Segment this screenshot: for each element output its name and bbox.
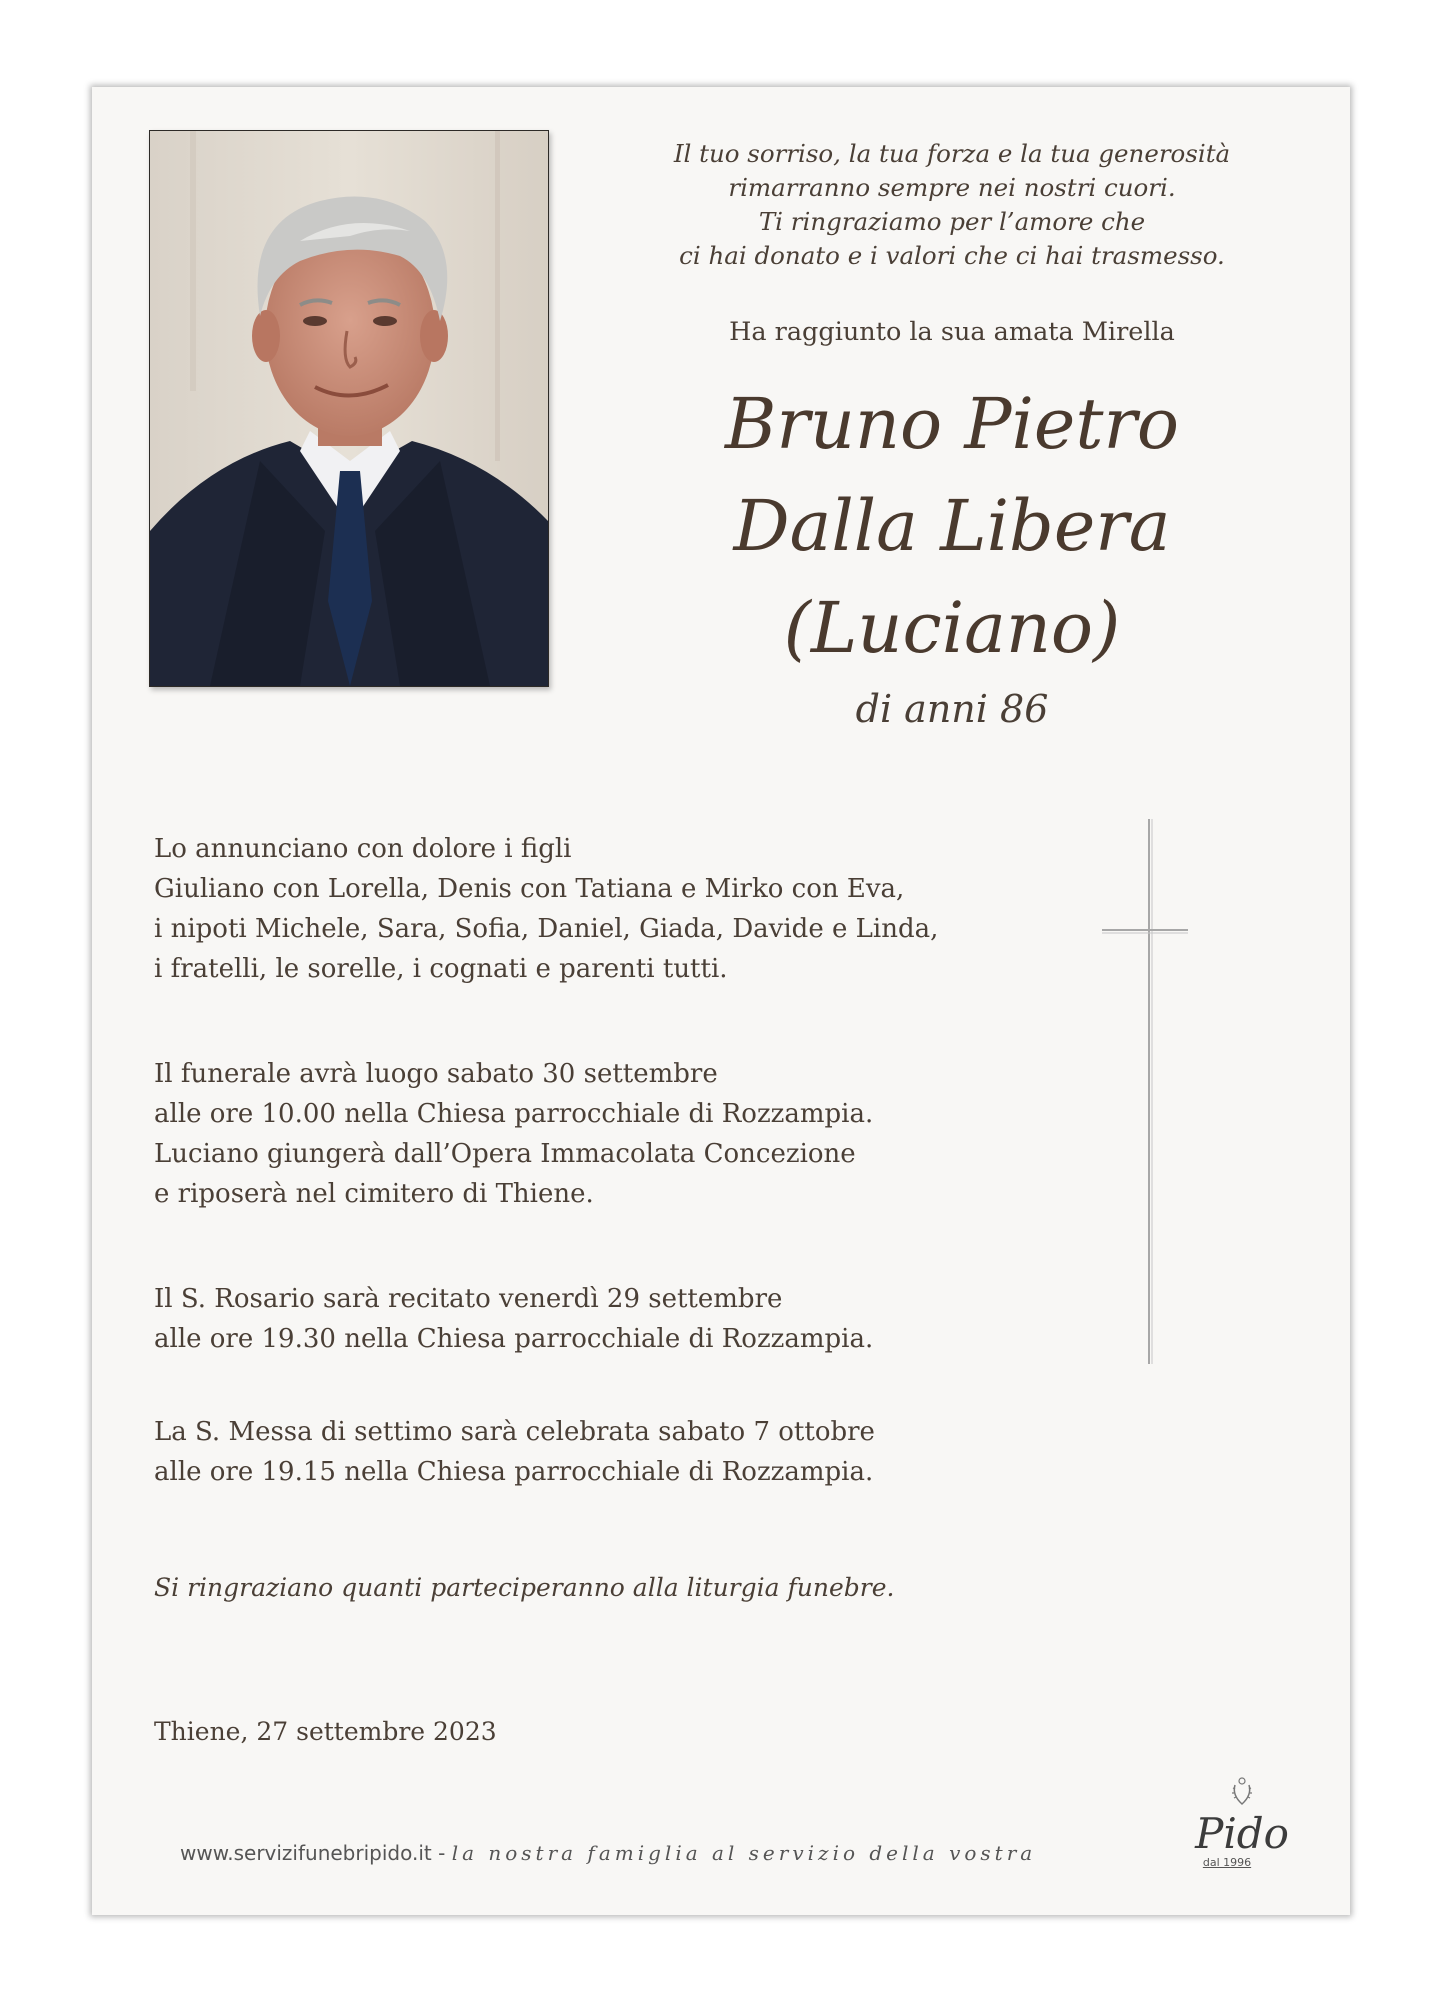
place-date: Thiene, 27 settembre 2023 — [154, 1717, 497, 1746]
quote-line: ci hai donato e i valori che ci hai trasmesso. — [679, 241, 1225, 270]
name-line: Dalla Libera — [733, 485, 1171, 567]
mass-block — [154, 1412, 1054, 1492]
announcement-line: Giuliano con Lorella, Denis con Tatiana e Mirko con Eva, — [154, 874, 905, 904]
thanks-line: Si ringraziano quanti parteciperanno alla liturgia funebre. — [154, 1573, 895, 1602]
quote-line: Ti ringraziamo per l’amore che — [758, 207, 1146, 236]
footer-separator: - — [431, 1841, 452, 1865]
joined-line: Ha raggiunto la sua amata Mirella — [729, 317, 1175, 347]
rosary-block — [154, 1279, 1054, 1359]
rosary-line: Il S. Rosario sarà recitato venerdì 29 settembre — [154, 1284, 783, 1314]
footer — [180, 1841, 1036, 1865]
announcement-block — [154, 829, 1054, 989]
quote-line: Il tuo sorriso, la tua forza e la tua generosità — [673, 139, 1231, 168]
funeral-line: alle ore 10.00 nella Chiesa parrocchiale di Rozzampia. — [154, 1099, 874, 1129]
obituary-sheet — [92, 87, 1350, 1915]
wreath-icon — [1230, 1777, 1254, 1807]
announcement-line: i fratelli, le sorelle, i cognati e parenti tutti. — [154, 954, 728, 984]
deceased-name — [572, 373, 1332, 679]
funeral-line: e riposerà nel cimitero di Thiene. — [154, 1179, 594, 1209]
funeral-line: Luciano giungerà dall’Opera Immacolata Concezione — [154, 1139, 856, 1169]
logo-name: Pido — [1195, 1809, 1289, 1858]
cross-icon — [1102, 819, 1192, 1374]
brand-logo — [1182, 1777, 1302, 1869]
name-line: (Luciano) — [783, 587, 1121, 669]
quote-line: rimarranno sempre nei nostri cuori. — [728, 173, 1176, 202]
announcement-line: Lo annunciano con dolore i figli — [154, 834, 572, 864]
funeral-line: Il funerale avrà luogo sabato 30 settembre — [154, 1059, 718, 1089]
age-line: di anni 86 — [855, 687, 1049, 731]
mass-line: La S. Messa di settimo sarà celebrata sabato 7 ottobre — [154, 1417, 875, 1447]
funeral-block — [154, 1054, 1054, 1214]
footer-tagline: la nostra famiglia al servizio della vostra — [451, 1841, 1037, 1865]
name-line: Bruno Pietro — [724, 383, 1180, 465]
rosary-line: alle ore 19.30 nella Chiesa parrocchiale di Rozzampia. — [154, 1324, 874, 1354]
website-link[interactable]: www.servizifunebripido.it — [180, 1841, 432, 1865]
mass-line: alle ore 19.15 nella Chiesa parrocchiale di Rozzampia. — [154, 1457, 874, 1487]
memorial-quote — [612, 137, 1292, 273]
portrait-photo — [149, 130, 549, 687]
logo-since: dal 1996 — [1202, 1856, 1252, 1869]
announcement-line: i nipoti Michele, Sara, Sofia, Daniel, Giada, Davide e Linda, — [154, 914, 939, 944]
